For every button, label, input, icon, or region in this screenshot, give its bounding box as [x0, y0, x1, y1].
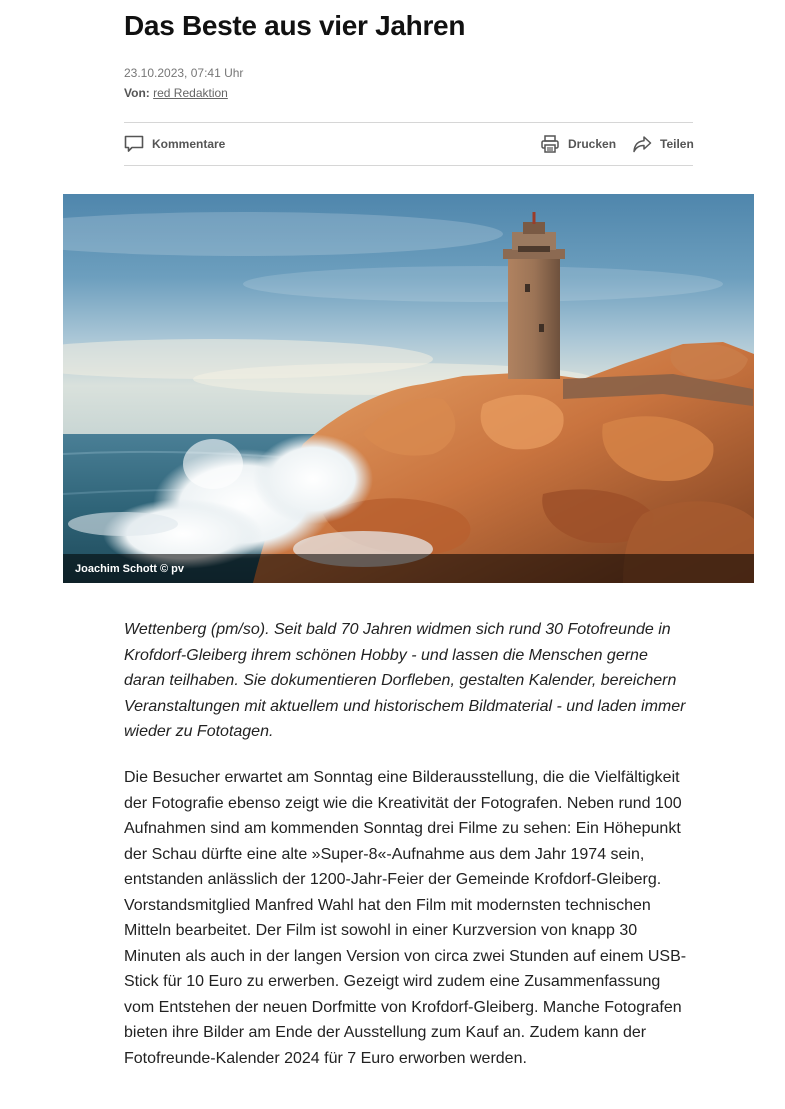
article-toolbar [124, 122, 693, 166]
article-title: Das Beste aus vier Jahren [124, 10, 466, 41]
publish-date: 23.10.2023, 07:41 Uhr [124, 66, 244, 80]
author-link[interactable]: red Redaktion [153, 86, 228, 100]
comments-button[interactable] [124, 123, 225, 165]
lighthouse-photo [63, 194, 754, 583]
share-icon [632, 134, 660, 154]
share-button[interactable] [632, 123, 694, 165]
photo-credit: Joachim Schott © pv [75, 563, 184, 575]
article-photo [63, 194, 754, 583]
printer-icon [540, 134, 568, 154]
print-label: Drucken [568, 137, 617, 151]
byline-prefix: Von: [124, 86, 150, 100]
share-label: Teilen [660, 137, 694, 151]
article-lead: Wettenberg (pm/so). Seit bald 70 Jahren widmen sich rund 30 Fotofreunde in Krofdorf-Gleiberg ihrem schönen Hobby - und lassen die Menschen gerne daran teilhaben. Sie dokumentieren Dorfleben, gestalten Kalender, bereichern Veranstaltungen mit aktuellem und historischem Bildmaterial - und laden immer wieder zu Fototagen. [124, 621, 686, 740]
print-button[interactable] [540, 123, 616, 165]
photo-caption-bar [63, 554, 754, 583]
article-paragraph: Die Besucher erwartet am Sonntag eine Bilderausstellung, die die Vielfältigkeit der Fotografie ebenso zeigt wie die Kreativität der Fotografen. Neben rund 100 Aufnahmen sind am kommenden Sonntag drei Filme zu sehen: Ein Höhepunkt der Schau dürfte eine alte »Super-8«-Aufnahme aus dem Jahr 1974 sein, entstanden anlässlich der 1200-Jahr-Feier der Gemeinde Krofdorf-Gleiberg. Vorstandsmitglied Manfred Wahl hat den Film mit modernsten technischen Mitteln bearbeitet. Der Film ist sowohl in einer Kurzversion von knapp 30 Minuten als auch in der langen Version von circa zwei Stunden auf einem USB-Stick für 10 Euro zu erwerben. Gezeigt wird zudem eine Zusammenfassung vom Entstehen der neuen Dorfmitte von Krofdorf-Gleiberg. Manche Fotografen bieten ihre Bilder am Ende der Ausstellung zum Kauf an. Zudem kann der Fotofreunde-Kalender 2024 für 7 Euro erworben werden. [124, 769, 687, 1067]
comments-label: Kommentare [152, 137, 226, 151]
comment-icon [124, 135, 152, 153]
byline [124, 86, 693, 100]
